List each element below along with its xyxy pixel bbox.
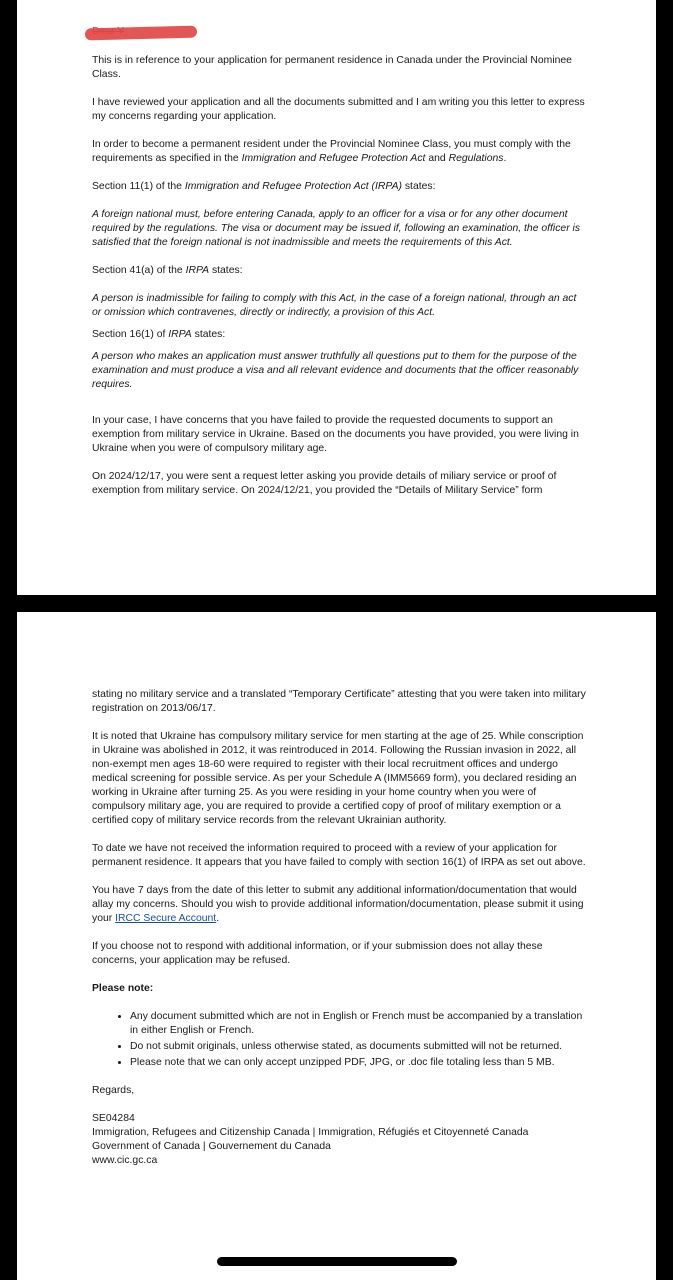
ukraine-service-paragraph: It is noted that Ukraine has compulsory military service for men starting at the age of 25. While conscription in Ukraine was abolished in 2012, it was reintroduced in 2014. Following the Russian invasion in 2022, all non-exempt men ages 18-60 were required to register with their local recruitment offices and undergo medical screening for possible service. As per your Schedule A (IMM5669 form), you declared residing an working in Ukraine after turning 25. As you were residing in your home country when you were of compulsory military age, you are required to provide a certified copy of proof of military exemption or a certified copy of military service records from the relevant Ukrainian authority. xyxy=(92,731,584,826)
department-name: Immigration, Refugees and Citizenship Canada | Immigration, Réfugiés et Citoyenneté Canada xyxy=(92,1127,529,1138)
page-2-body xyxy=(92,688,586,1168)
page-1-body xyxy=(92,54,586,512)
please-note-heading: Please note: xyxy=(92,983,154,994)
section-16-quote: A person who makes an application must answer truthfully all questions put to them for the purpose of the examination and must produce a visa and all relevant evidence and documents that the officer reasonably requires. xyxy=(92,351,579,390)
section-16-heading: Section 16(1) of IRPA states: xyxy=(92,329,226,340)
list-item: • Do not submit originals, unless otherwise stated, as documents submitted will not be returned. xyxy=(130,1040,586,1054)
regards: Regards, xyxy=(92,1085,135,1096)
not-received-paragraph: To date we have not received the information required to proceed with a review of your application for permanent residence. It appears that you have failed to comply with section 16(1) of IRPA as set out above. xyxy=(92,843,586,868)
refusal-paragraph: If you choose not to respond with additional information, or if your submission does not allay these concerns, your application may be refused. xyxy=(92,941,543,966)
letter-page-2 xyxy=(17,612,656,1280)
letter-page-1 xyxy=(17,0,656,595)
section-41-heading: Section 41(a) of the IRPA states: xyxy=(92,265,243,276)
redaction-scribble xyxy=(85,26,197,41)
list-item: • Any document submitted which are not in English or French must be accompanied by a translation in either English or French. xyxy=(130,1010,586,1038)
section-41-quote: A person is inadmissible for failing to comply with this Act, in the case of a foreign national, through an act or omission which contravenes, directly or indirectly, a provision of this Act. xyxy=(92,293,577,318)
requirements-paragraph: In order to become a permanent resident under the Provincial Nominee Class, you must comply with the requirements as specified in the Immigration and Refugee Protection Act and Regulations. xyxy=(92,139,571,164)
home-indicator[interactable] xyxy=(217,1257,457,1266)
signature-block xyxy=(92,1112,586,1168)
section-11-quote: A foreign national must, before entering Canada, apply to an officer for a visa or for any other document required by the regulations. The visa or document may be issued if, following an examination, the officer is satisfied that the foreign national is not inadmissible and meets the requirements of this Act. xyxy=(92,209,581,248)
list-item: • Please note that we can only accept unzipped PDF, JPG, or .doc file totaling less than 5 MB. xyxy=(130,1056,586,1070)
section-11-heading: Section 11(1) of the Immigration and Refugee Protection Act (IRPA) states: xyxy=(92,181,436,192)
review-paragraph: I have reviewed your application and all the documents submitted and I am writing you this letter to express my concerns regarding your application. xyxy=(92,97,585,122)
intro-paragraph: This is in reference to your application for permanent residence in Canada under the Provincial Nominee Class. xyxy=(92,55,572,80)
concern-paragraph: In your case, I have concerns that you have failed to provide the requested documents to support an exemption from military service in Ukraine. Based on the documents you have provided, you were living in Ukraine when you were of compulsory military age. xyxy=(92,415,579,454)
website: www.cic.gc.ca xyxy=(92,1155,158,1166)
officer-code: SE04284 xyxy=(92,1113,135,1124)
government-name: Government of Canada | Gouvernement du Canada xyxy=(92,1141,331,1152)
deadline-paragraph: You have 7 days from the date of this letter to submit any additional information/documentation that would allay my concerns. Should you wish to provide additional information/documentation, please submit it using your IRCC Secure Account. xyxy=(92,885,584,924)
ircc-secure-account-link[interactable]: IRCC Secure Account xyxy=(115,913,217,924)
continuation-paragraph: stating no military service and a translated “Temporary Certificate” attesting that you were taken into military registration on 2013/06/17. xyxy=(92,689,586,714)
request-paragraph: On 2024/12/17, you were sent a request letter asking you provide details of miliary service or proof of exemption from military service. On 2024/12/21, you provided the “Details of Military Service” form xyxy=(92,471,557,496)
note-list xyxy=(92,1010,586,1070)
